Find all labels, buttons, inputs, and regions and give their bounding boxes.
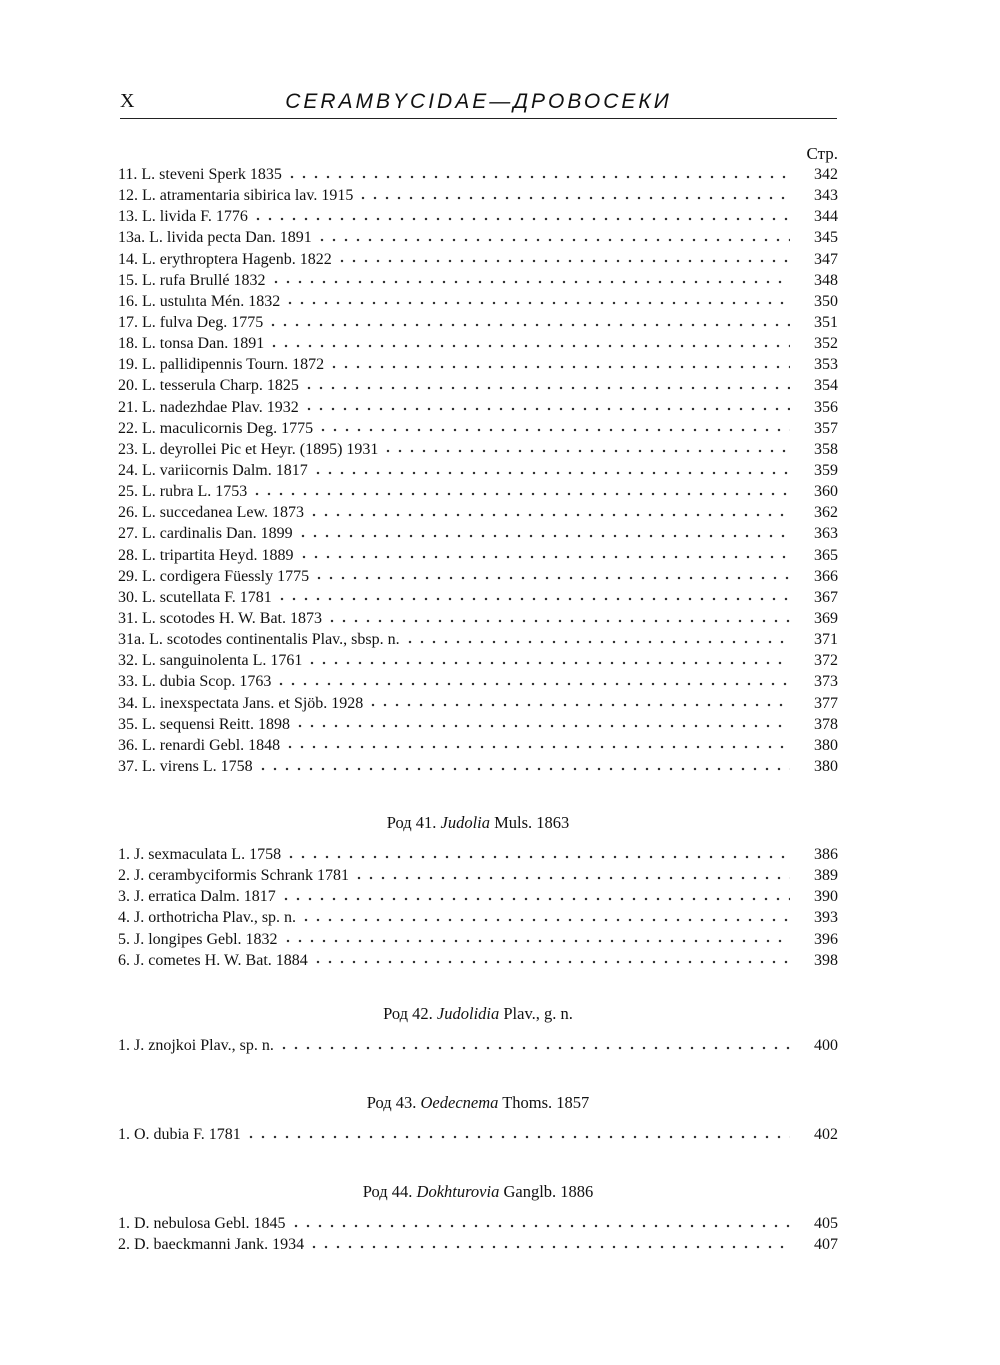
page-number-ref: 351 bbox=[814, 313, 838, 331]
toc-entry bbox=[118, 462, 838, 483]
dot-leader bbox=[357, 193, 790, 203]
toc-entry bbox=[118, 931, 838, 952]
page-number-ref: 365 bbox=[814, 546, 838, 564]
running-title: CERAMBYCIDAE—ДРОВОСЕКИ bbox=[285, 90, 672, 113]
genus-rank-label: Род 44. bbox=[362, 1182, 413, 1201]
species-name: 2. D. baeckmanni Jank. 1934 bbox=[118, 1236, 305, 1254]
section-heading-oedecnema bbox=[118, 1093, 838, 1113]
page-number-ref: 378 bbox=[814, 715, 838, 733]
dot-leader bbox=[328, 362, 790, 372]
toc-entry bbox=[118, 1215, 838, 1236]
page-number-ref: 386 bbox=[814, 846, 838, 863]
species-name: 1. J. znojkoi Plav., sp. n. bbox=[118, 1037, 274, 1054]
page-number-ref: 352 bbox=[814, 335, 838, 353]
toc-entry bbox=[118, 399, 838, 420]
species-name: 23. L. deyrollei Pic et Heyr. (1895) 1931 bbox=[118, 440, 379, 458]
dot-leader bbox=[284, 742, 790, 752]
page-number-ref: 371 bbox=[814, 631, 838, 649]
page-number-ref: 396 bbox=[814, 930, 838, 948]
species-name: 6. J. cometes H. W. Bat. 1884 bbox=[118, 951, 308, 969]
dot-leader bbox=[275, 679, 790, 689]
species-name: 34. L. inexspectata Jans. et Sjöb. 1928 bbox=[118, 694, 364, 712]
page-number-ref: 405 bbox=[814, 1215, 838, 1232]
page-number-ref: 360 bbox=[814, 483, 838, 501]
dot-leader bbox=[282, 936, 790, 946]
page-number-ref: 356 bbox=[814, 398, 838, 416]
dot-leader bbox=[276, 594, 790, 604]
species-name: 37. L. virens L. 1758 bbox=[118, 757, 253, 775]
species-name: 29. L. cordigera Füessly 1775 bbox=[118, 567, 310, 585]
toc-entry bbox=[118, 737, 838, 758]
page-number-ref: 366 bbox=[814, 567, 838, 585]
dot-leader bbox=[382, 446, 790, 456]
dot-leader bbox=[326, 616, 790, 626]
species-name: 25. L. rubra L. 1753 bbox=[118, 483, 248, 501]
genus-rank-label: Род 42. bbox=[383, 1004, 433, 1023]
page-number-ref: 362 bbox=[814, 504, 838, 522]
toc-entry bbox=[118, 483, 838, 504]
page-column-label: Стр. bbox=[806, 144, 838, 163]
page-number-ref: 348 bbox=[814, 271, 838, 289]
species-name: 1. D. nebulosa Gebl. 1845 bbox=[118, 1215, 286, 1232]
toc-entry bbox=[118, 867, 838, 888]
toc-entry bbox=[118, 888, 838, 909]
species-name: 28. L. tripartita Heyd. 1889 bbox=[118, 546, 294, 564]
toc-entry bbox=[118, 716, 838, 737]
toc-entry bbox=[118, 1037, 838, 1058]
toc-list-judolia bbox=[118, 846, 838, 973]
page-number-ref: 353 bbox=[814, 356, 838, 374]
species-name: 20. L. tesserula Charp. 1825 bbox=[118, 377, 299, 395]
species-name: 12. L. atramentaria sibirica lav. 1915 bbox=[118, 187, 354, 205]
toc-entry bbox=[118, 504, 838, 525]
toc-entry bbox=[118, 909, 838, 930]
toc-entry bbox=[118, 758, 838, 779]
species-name: 17. L. fulva Deg. 1775 bbox=[118, 313, 264, 331]
toc-entry bbox=[118, 631, 838, 652]
species-name: 11. L. steveni Sperk 1835 bbox=[118, 166, 282, 183]
species-name: 31a. L. scotodes continentalis Plav., sbsp. n. bbox=[118, 631, 400, 649]
dot-leader bbox=[336, 256, 790, 266]
section-heading-judolia bbox=[118, 813, 838, 833]
species-name: 1. J. sexmaculata L. 1758 bbox=[118, 846, 282, 863]
page-number-ref: 380 bbox=[814, 757, 838, 775]
page-number-ref: 354 bbox=[814, 377, 838, 395]
species-name: 35. L. sequensi Reitt. 1898 bbox=[118, 715, 290, 733]
dot-leader bbox=[245, 1132, 790, 1142]
dot-leader bbox=[300, 915, 790, 925]
toc-entry bbox=[118, 846, 838, 867]
page-number-ref: 345 bbox=[814, 229, 838, 247]
toc-entry bbox=[118, 314, 838, 335]
toc-entry bbox=[118, 547, 838, 568]
dot-leader bbox=[312, 957, 790, 967]
section-heading-dokhturovia bbox=[118, 1182, 838, 1202]
species-name: 31. L. scotodes H. W. Bat. 1873 bbox=[118, 609, 322, 627]
toc-entry bbox=[118, 952, 838, 973]
toc-entry bbox=[118, 187, 838, 208]
header-rule bbox=[120, 118, 837, 119]
page-number-ref: 380 bbox=[814, 736, 838, 754]
toc-list-leptura bbox=[118, 166, 838, 779]
dot-leader bbox=[252, 214, 790, 224]
genus-author: Plav., g. n. bbox=[503, 1004, 573, 1023]
dot-leader bbox=[313, 573, 790, 583]
dot-leader bbox=[317, 425, 790, 435]
toc-entry bbox=[118, 610, 838, 631]
dot-leader bbox=[303, 404, 790, 414]
species-name: 14. L. erythroptera Hagenb. 1822 bbox=[118, 250, 332, 268]
species-name: 33. L. dubia Scop. 1763 bbox=[118, 673, 272, 691]
toc-entry bbox=[118, 652, 838, 673]
toc-entry bbox=[118, 1126, 838, 1147]
toc-list-oedecnema bbox=[118, 1126, 838, 1147]
dot-leader bbox=[316, 235, 790, 245]
page-number-ref: 393 bbox=[814, 909, 838, 927]
page-number-ref: 358 bbox=[814, 440, 838, 458]
toc-entry bbox=[118, 377, 838, 398]
species-name: 22. L. maculicornis Deg. 1775 bbox=[118, 419, 314, 437]
page-number-ref: 344 bbox=[814, 208, 838, 226]
dot-leader bbox=[298, 552, 790, 562]
dot-leader bbox=[294, 721, 790, 731]
dot-leader bbox=[284, 298, 790, 308]
toc-list-dokhturovia bbox=[118, 1215, 838, 1257]
dot-leader bbox=[286, 172, 790, 182]
species-name: 13a. L. livida pecta Dan. 1891 bbox=[118, 229, 312, 247]
page-number-ref: 343 bbox=[814, 187, 838, 205]
species-name: 4. J. orthotricha Plav., sp. n. bbox=[118, 909, 297, 927]
page-number-ref: 377 bbox=[814, 694, 838, 712]
page-number-ref: 398 bbox=[814, 951, 838, 969]
species-name: 16. L. ustulıta Mén. 1832 bbox=[118, 292, 281, 310]
species-name: 27. L. cardinalis Dan. 1899 bbox=[118, 525, 293, 543]
toc-entry bbox=[118, 420, 838, 441]
toc-entry bbox=[118, 166, 838, 187]
dot-leader bbox=[297, 531, 790, 541]
species-name: 24. L. variicornis Dalm. 1817 bbox=[118, 461, 308, 479]
genus-author: Ganglb. 1886 bbox=[503, 1182, 594, 1201]
species-name: 30. L. scutellata F. 1781 bbox=[118, 588, 272, 606]
page-number-ref: 359 bbox=[814, 461, 838, 479]
species-name: 19. L. pallidipennis Tourn. 1872 bbox=[118, 356, 325, 374]
page-number-ref: 390 bbox=[814, 888, 838, 906]
toc-entry bbox=[118, 293, 838, 314]
dot-leader bbox=[312, 468, 790, 478]
toc-entry bbox=[118, 441, 838, 462]
dot-leader bbox=[367, 700, 790, 710]
toc-entry bbox=[118, 568, 838, 589]
genus-author: Thoms. 1857 bbox=[502, 1093, 590, 1112]
species-name: 13. L. livida F. 1776 bbox=[118, 208, 248, 226]
dot-leader bbox=[268, 341, 790, 351]
toc-entry bbox=[118, 695, 838, 716]
toc-entry bbox=[118, 335, 838, 356]
page-number-ref: 350 bbox=[814, 292, 838, 310]
toc-list-judolidia bbox=[118, 1037, 838, 1058]
dot-leader bbox=[280, 894, 790, 904]
page-number: X bbox=[120, 90, 136, 112]
species-name: 1. O. dubia F. 1781 bbox=[118, 1126, 241, 1143]
dot-leader bbox=[404, 637, 790, 647]
species-name: 18. L. tonsa Dan. 1891 bbox=[118, 335, 265, 353]
genus-name: Oedecnema bbox=[420, 1093, 499, 1112]
species-name: 2. J. cerambyciformis Schrank 1781 bbox=[118, 867, 350, 885]
page-number-ref: 389 bbox=[814, 867, 838, 885]
dot-leader bbox=[308, 1242, 790, 1252]
page-number-ref: 373 bbox=[814, 673, 838, 691]
dot-leader bbox=[290, 1221, 790, 1231]
species-name: 36. L. renardi Gebl. 1848 bbox=[118, 736, 281, 754]
page-number-ref: 367 bbox=[814, 588, 838, 606]
dot-leader bbox=[270, 277, 790, 287]
dot-leader bbox=[251, 489, 790, 499]
page-number-ref: 363 bbox=[814, 525, 838, 543]
page-number-ref: 400 bbox=[814, 1037, 838, 1054]
page-number-ref: 347 bbox=[814, 250, 838, 268]
species-name: 21. L. nadezhdae Plav. 1932 bbox=[118, 398, 299, 416]
toc-entry bbox=[118, 272, 838, 293]
toc-entry bbox=[118, 251, 838, 272]
dot-leader bbox=[308, 510, 790, 520]
dot-leader bbox=[285, 852, 790, 862]
dot-leader bbox=[257, 764, 790, 774]
toc-entry bbox=[118, 1236, 838, 1257]
species-name: 3. J. erratica Dalm. 1817 bbox=[118, 888, 276, 906]
toc-entry bbox=[118, 229, 838, 250]
toc-entry bbox=[118, 589, 838, 610]
species-name: 15. L. rufa Brullé 1832 bbox=[118, 271, 266, 289]
toc-entry bbox=[118, 525, 838, 546]
page-number-ref: 342 bbox=[814, 166, 838, 183]
genus-author: Muls. 1863 bbox=[494, 813, 570, 832]
dot-leader bbox=[278, 1043, 790, 1053]
dot-leader bbox=[306, 658, 790, 668]
genus-rank-label: Род 41. bbox=[386, 813, 437, 832]
page-number-ref: 402 bbox=[814, 1126, 838, 1143]
toc-entry bbox=[118, 208, 838, 229]
dot-leader bbox=[353, 873, 790, 883]
genus-name: Dokhturovia bbox=[416, 1182, 500, 1201]
dot-leader bbox=[267, 320, 790, 330]
section-heading-judolidia bbox=[118, 1004, 838, 1024]
genus-name: Judolidia bbox=[436, 1004, 500, 1023]
toc-entry bbox=[118, 673, 838, 694]
page-number-ref: 372 bbox=[814, 652, 838, 670]
page-number-ref: 369 bbox=[814, 609, 838, 627]
species-name: 32. L. sanguinolenta L. 1761 bbox=[118, 652, 303, 670]
species-name: 5. J. longipes Gebl. 1832 bbox=[118, 930, 278, 948]
toc-entry bbox=[118, 356, 838, 377]
species-name: 26. L. succedanea Lew. 1873 bbox=[118, 504, 304, 522]
page-header bbox=[120, 88, 837, 118]
genus-name: Judolia bbox=[440, 813, 490, 832]
page-number-ref: 357 bbox=[814, 419, 838, 437]
genus-rank-label: Род 43. bbox=[366, 1093, 417, 1112]
page-number-ref: 407 bbox=[814, 1236, 838, 1254]
dot-leader bbox=[303, 383, 790, 393]
